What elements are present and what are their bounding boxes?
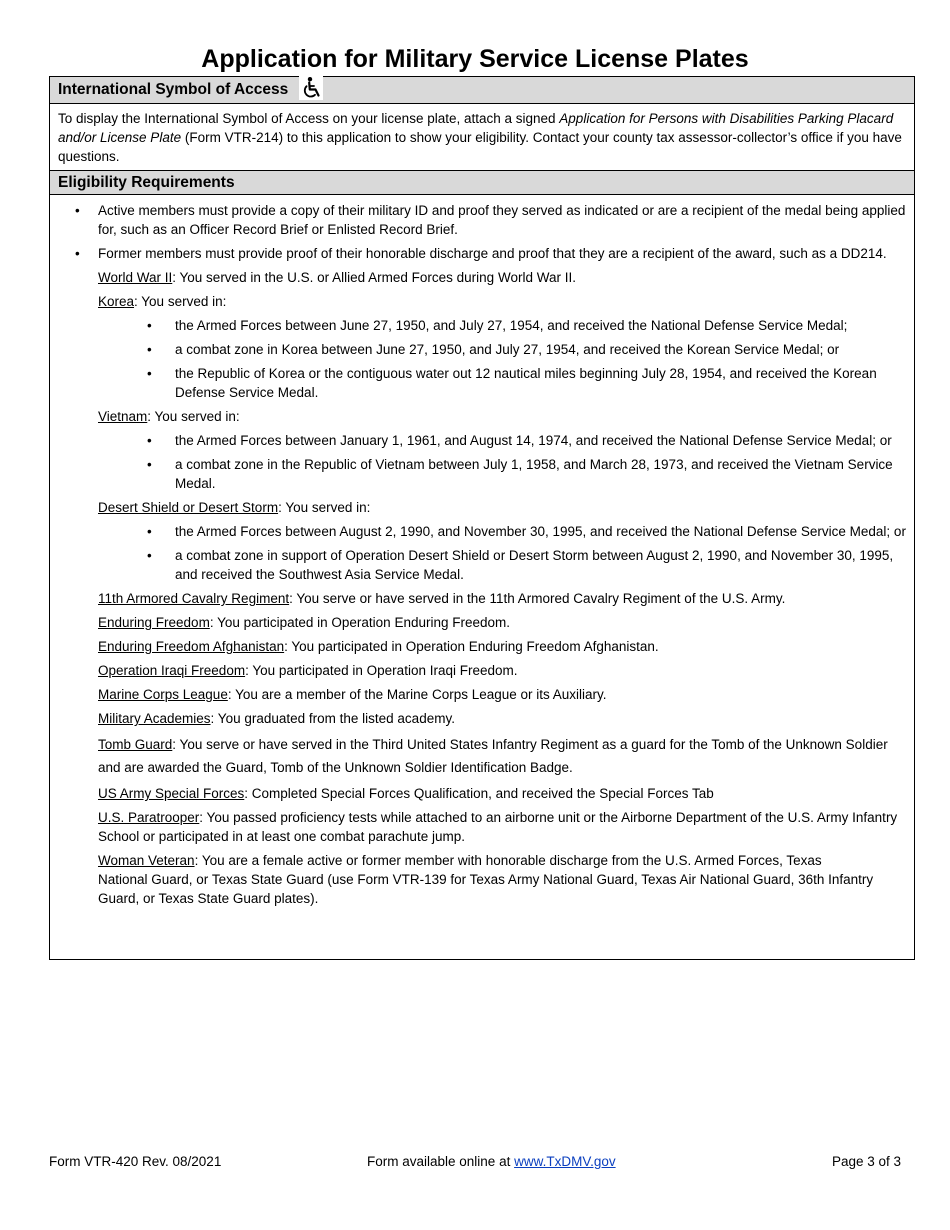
- page-footer: [0, 1152, 950, 1172]
- paratrooper-entry: [50, 808, 914, 846]
- list-item: • the Armed Forces between August 2, 1990, and November 30, 1995, and received the National Defense Service Medal; or: [50, 522, 914, 541]
- iraqi-freedom-entry: [50, 661, 914, 680]
- access-text-part2: (Form VTR-214) to this application to show your eligibility. Contact your county tax assessor-collector’s office if you have questions.: [58, 130, 902, 164]
- entry-label: Marine Corps League: [98, 687, 228, 702]
- entry-label: Tomb Guard: [98, 737, 173, 752]
- cavalry-entry: [50, 589, 914, 608]
- entry-label: Enduring Freedom Afghanistan: [98, 639, 285, 654]
- access-form-title: Application for Persons with Disabilities Parking Placard and/or License Plate: [58, 111, 894, 145]
- list-item: • a combat zone in support of Operation Desert Shield or Desert Storm between August 2, 1990, and November 30, 1995, and received the Southwest Asia Service Medal.: [50, 546, 914, 584]
- entry-text: : You are a member of the Marine Corps League or its Auxiliary.: [227, 687, 607, 702]
- access-text-part1: To display the International Symbol of Access on your license plate, attach a signed: [58, 111, 560, 126]
- special-forces-entry: [50, 784, 914, 803]
- entry-label: Woman Veteran: [98, 853, 195, 868]
- list-item: • a combat zone in the Republic of Vietnam between July 1, 1958, and March 28, 1973, and received the Vietnam Service Medal.: [50, 455, 914, 493]
- marine-corps-league-entry: [50, 685, 914, 704]
- entry-label: World War II: [98, 270, 173, 285]
- page-title: Application for Military Service License Plates: [201, 45, 749, 73]
- entry-text: : You served in:: [134, 294, 227, 309]
- list-item: • Former members must provide proof of their honorable discharge and proof that they are a recipient of the award, such as a DD214.: [50, 244, 914, 263]
- eligibility-body: [50, 201, 914, 913]
- entry-label: Vietnam: [98, 409, 148, 424]
- entry-text: : You served in:: [278, 500, 371, 515]
- military-academies-entry: [50, 709, 914, 728]
- entry-text: : You participated in Operation Enduring Freedom.: [209, 615, 511, 630]
- entry-label: Military Academies: [98, 711, 211, 726]
- entry-label: 11th Armored Cavalry Regiment: [98, 591, 290, 606]
- entry-label: Enduring Freedom: [98, 615, 210, 630]
- access-instructions: [58, 109, 906, 166]
- list-item: • the Republic of Korea or the contiguous water out 12 nautical miles beginning July 28, 1954, and received the Korean Defense Service Medal.: [50, 364, 914, 402]
- entry-text: : You graduated from the listed academy.: [210, 711, 455, 726]
- entry-text: : You passed proficiency tests while attached to an airborne unit or the Airborne Department of the U.S. Army Infantry School or participated in at least one combat parachute jump.: [98, 810, 898, 844]
- form-id: Form VTR-420 Rev. 08/2021: [49, 1154, 222, 1169]
- list-item: • the Armed Forces between June 27, 1950, and July 27, 1954, and received the National Defense Service Medal;: [50, 316, 914, 335]
- entry-text: : Completed Special Forces Qualification, and received the Special Forces Tab: [244, 786, 714, 801]
- entry-text: : You are a female active or former member with honorable discharge from the U.S. Armed Forces, Texas National Guard, or Texas State Guard (use Form VTR-139 for Texas Army National Guard, Texas Air National Guard, 36th Infantry Guard, or Texas State Guard plates).: [98, 853, 874, 906]
- entry-label: U.S. Paratrooper: [98, 810, 200, 825]
- access-section-header: [50, 77, 914, 104]
- enduring-freedom-afghanistan-entry: [50, 637, 914, 656]
- page-number: Page 3 of 3: [831, 1154, 901, 1169]
- korea-entry: [50, 292, 914, 311]
- entry-label: US Army Special Forces: [98, 786, 245, 801]
- list-item: • a combat zone in Korea between June 27, 1950, and July 27, 1954, and received the Korean Service Medal; or: [50, 340, 914, 359]
- access-section-heading: International Symbol of Access: [58, 81, 289, 98]
- eligibility-heading: Eligibility Requirements: [58, 174, 235, 191]
- tomb-guard-entry: [50, 733, 914, 779]
- world-war-ii-entry: [50, 268, 914, 287]
- availability-text: Form available online at: [367, 1154, 515, 1169]
- enduring-freedom-entry: [50, 613, 914, 632]
- list-item: • the Armed Forces between January 1, 1961, and August 14, 1974, and received the National Defense Service Medal; or: [50, 431, 914, 450]
- entry-text: : You serve or have served in the Third United States Infantry Regiment as a guard for the Tomb of the Unknown Soldier and are awarded the Guard, Tomb of the Unknown Soldier Identification Badge.: [98, 737, 888, 775]
- entry-label: Korea: [98, 294, 135, 309]
- txdmv-link[interactable]: www.TxDMV.gov: [514, 1154, 616, 1169]
- availability-note: [367, 1152, 616, 1172]
- entry-text: : You serve or have served in the 11th Armored Cavalry Regiment of the U.S. Army.: [289, 591, 786, 606]
- eligibility-section-header: [50, 170, 914, 195]
- vietnam-entry: [50, 407, 914, 426]
- form-frame: [49, 76, 915, 960]
- desert-storm-entry: [50, 498, 914, 517]
- entry-text: : You served in the U.S. or Allied Armed Forces during World War II.: [172, 270, 576, 285]
- entry-label: Desert Shield or Desert Storm: [98, 500, 279, 515]
- woman-veteran-entry: [50, 851, 914, 908]
- wheelchair-access-icon: [299, 76, 323, 100]
- entry-text: : You participated in Operation Iraqi Freedom.: [245, 663, 518, 678]
- entry-text: : You participated in Operation Enduring Freedom Afghanistan.: [284, 639, 659, 654]
- entry-text: : You served in:: [147, 409, 240, 424]
- entry-label: Operation Iraqi Freedom: [98, 663, 246, 678]
- list-item: • Active members must provide a copy of their military ID and proof they served as indicated or are a recipient of the medal being applied for, such as an Officer Record Brief or Enlisted Record Brief.: [50, 201, 914, 239]
